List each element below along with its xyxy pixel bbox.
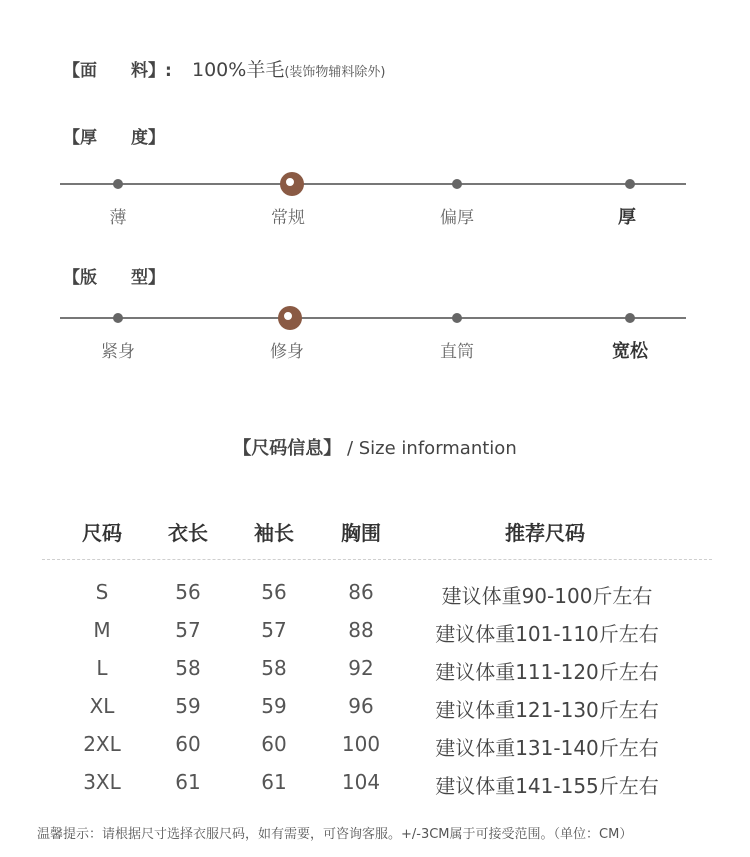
fabric-note: (装饰物辅料除外) bbox=[284, 65, 386, 80]
thickness-dot-4 bbox=[625, 179, 635, 189]
fabric-value bbox=[192, 55, 385, 82]
table-cell-chest: 88 bbox=[348, 618, 374, 642]
table-cell-size: XL bbox=[89, 694, 115, 718]
fit-option-slim: 修身 bbox=[270, 342, 304, 362]
table-cell-recommend: 建议体重101-110斤左右 bbox=[435, 622, 659, 646]
table-cell-size: S bbox=[95, 580, 109, 604]
table-cell-size: L bbox=[96, 656, 108, 680]
fit-option-straight: 直筒 bbox=[440, 342, 474, 362]
fit-dot-3 bbox=[452, 313, 462, 323]
table-cell-chest: 96 bbox=[348, 694, 374, 718]
fit-scale bbox=[60, 317, 686, 377]
footer-tip: 温馨提示：请根据尺寸选择衣服尺码，如有需要，可咨询客服。+/-3CM属于可接受范围。（单位：CM） bbox=[37, 827, 633, 842]
thickness-dot-1 bbox=[113, 179, 123, 189]
table-cell-chest: 86 bbox=[348, 580, 374, 604]
thickness-option-regular: 常规 bbox=[271, 208, 305, 228]
thickness-scale bbox=[60, 183, 686, 243]
table-cell-chest: 100 bbox=[341, 732, 381, 756]
fit-selected-marker bbox=[278, 306, 302, 330]
table-cell-length: 60 bbox=[175, 732, 201, 756]
thickness-label: 【厚 度】 bbox=[63, 128, 165, 148]
table-cell-recommend: 建议体重111-120斤左右 bbox=[435, 660, 659, 684]
table-cell-length: 56 bbox=[175, 580, 201, 604]
fit-scale-line bbox=[60, 317, 686, 319]
fit-option-loose: 宽松 bbox=[612, 341, 648, 362]
table-cell-sleeve: 59 bbox=[261, 694, 287, 718]
table-cell-size: 3XL bbox=[83, 770, 121, 794]
thickness-option-thick: 厚 bbox=[618, 207, 636, 228]
thickness-selected-marker bbox=[280, 172, 304, 196]
table-divider bbox=[42, 559, 712, 560]
fabric-value-text: 100%羊毛 bbox=[192, 59, 285, 81]
size-info-subtitle: / Size informantion bbox=[341, 438, 517, 459]
thickness-dot-3 bbox=[452, 179, 462, 189]
size-info-heading bbox=[0, 434, 750, 460]
header-recommend: 推荐尺码 bbox=[505, 521, 585, 545]
table-cell-size: 2XL bbox=[83, 732, 121, 756]
table-cell-sleeve: 57 bbox=[261, 618, 287, 642]
fit-dot-4 bbox=[625, 313, 635, 323]
table-cell-recommend: 建议体重90-100斤左右 bbox=[441, 584, 653, 608]
table-cell-recommend: 建议体重131-140斤左右 bbox=[435, 736, 659, 760]
table-cell-length: 59 bbox=[175, 694, 201, 718]
header-length: 衣长 bbox=[168, 521, 208, 545]
thickness-option-thin: 薄 bbox=[109, 208, 127, 228]
thickness-scale-line bbox=[60, 183, 686, 185]
table-cell-recommend: 建议体重121-130斤左右 bbox=[435, 698, 659, 722]
table-cell-sleeve: 61 bbox=[261, 770, 287, 794]
table-cell-size: M bbox=[93, 618, 111, 642]
header-chest: 胸围 bbox=[341, 521, 381, 545]
fit-option-tight: 紧身 bbox=[101, 342, 135, 362]
thickness-option-thicker: 偏厚 bbox=[440, 208, 474, 228]
header-sleeve: 袖长 bbox=[254, 521, 294, 545]
table-cell-sleeve: 60 bbox=[261, 732, 287, 756]
table-cell-recommend: 建议体重141-155斤左右 bbox=[435, 774, 659, 798]
header-size: 尺码 bbox=[82, 521, 122, 545]
table-cell-chest: 104 bbox=[341, 770, 381, 794]
table-cell-length: 57 bbox=[175, 618, 201, 642]
table-cell-chest: 92 bbox=[348, 656, 374, 680]
fit-label: 【版 型】 bbox=[63, 268, 165, 288]
table-cell-length: 58 bbox=[175, 656, 201, 680]
fit-dot-1 bbox=[113, 313, 123, 323]
fabric-label: 【面 料】: bbox=[63, 61, 172, 81]
table-cell-length: 61 bbox=[175, 770, 201, 794]
size-info-title: 【尺码信息】 bbox=[233, 438, 342, 459]
table-cell-sleeve: 56 bbox=[261, 580, 287, 604]
table-cell-sleeve: 58 bbox=[261, 656, 287, 680]
